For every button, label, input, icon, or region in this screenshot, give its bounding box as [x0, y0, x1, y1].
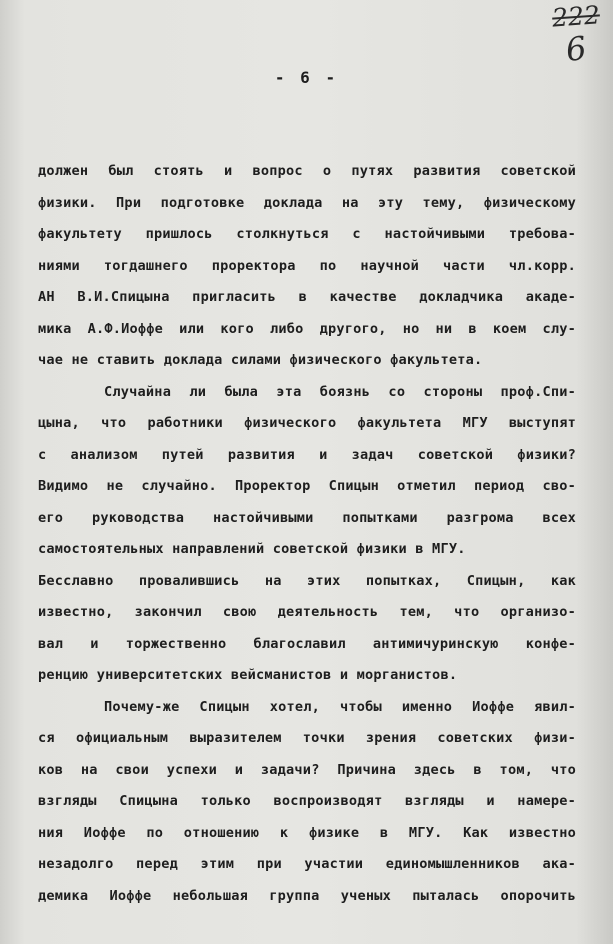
- text-line: мика А.Ф.Иоффе или кого либо другого, но ни в коем слу-: [38, 320, 576, 337]
- text-line: Почему-же Спицын хотел, чтобы именно Иоффе явил-: [104, 698, 576, 715]
- text-line: Видимо не случайно. Проректор Спицын отметил период сво-: [38, 478, 576, 494]
- text-line: должен был стоять и вопрос о путях развития советской: [38, 163, 576, 179]
- text-line: вал и торжественно благославил антимичуринскую конфе-: [38, 635, 576, 652]
- text-line: демика Иоффе небольшая группа ученых пыталась опорочить: [38, 887, 576, 904]
- text-line: незадолго перед этим при участии единомышленников ака-: [38, 856, 576, 872]
- handwritten-number: 6: [563, 28, 589, 70]
- text-line: известно, закончил свою деятельность тем, что организо-: [38, 604, 576, 620]
- text-line: чае не ставить доклада силами физического факультета.: [38, 352, 483, 368]
- text-line: ния Иоффе по отношению к физике в МГУ. Как известно: [38, 824, 576, 841]
- text-line: ниями тогдашнего проректора по научной части чл.корр.: [38, 257, 576, 274]
- text-line: его руководства настойчивыми попытками разгрома всех: [38, 509, 576, 526]
- page-number: - 6 -: [274, 68, 339, 87]
- text-line: ся официальным выразителем точки зрения советских физи-: [38, 730, 576, 746]
- text-line: цына, что работники физического факультета МГУ выступят: [38, 415, 576, 431]
- text-line: взгляды Спицына только воспроизводят взгляды и намере-: [38, 793, 576, 809]
- text-line: Бесславно провалившись на этих попытках, Спицын, как: [38, 572, 576, 589]
- text-line: ков на свои успехи и задачи? Причина здесь в том, что: [38, 761, 576, 778]
- body-text: [38, 156, 576, 912]
- text-line: АН В.И.Спицына пригласить в качестве докладчика акаде-: [38, 289, 576, 305]
- text-line: самостоятельных направлений советской физики в МГУ.: [38, 541, 466, 557]
- text-line: физики. При подготовке доклада на эту тему, физическому: [38, 194, 576, 211]
- text-line: Случайна ли была эта боязнь со стороны проф.Спи-: [104, 383, 576, 400]
- archive-page-number: [547, 0, 605, 70]
- text-line: факультету пришлось столкнуться с настойчивыми требова-: [38, 226, 576, 242]
- crossed-out-number: 222: [551, 0, 601, 33]
- text-line: с анализом путей развития и задач советской физики?: [38, 446, 576, 463]
- text-line: ренцию университетских вейсманистов и морганистов.: [38, 667, 458, 683]
